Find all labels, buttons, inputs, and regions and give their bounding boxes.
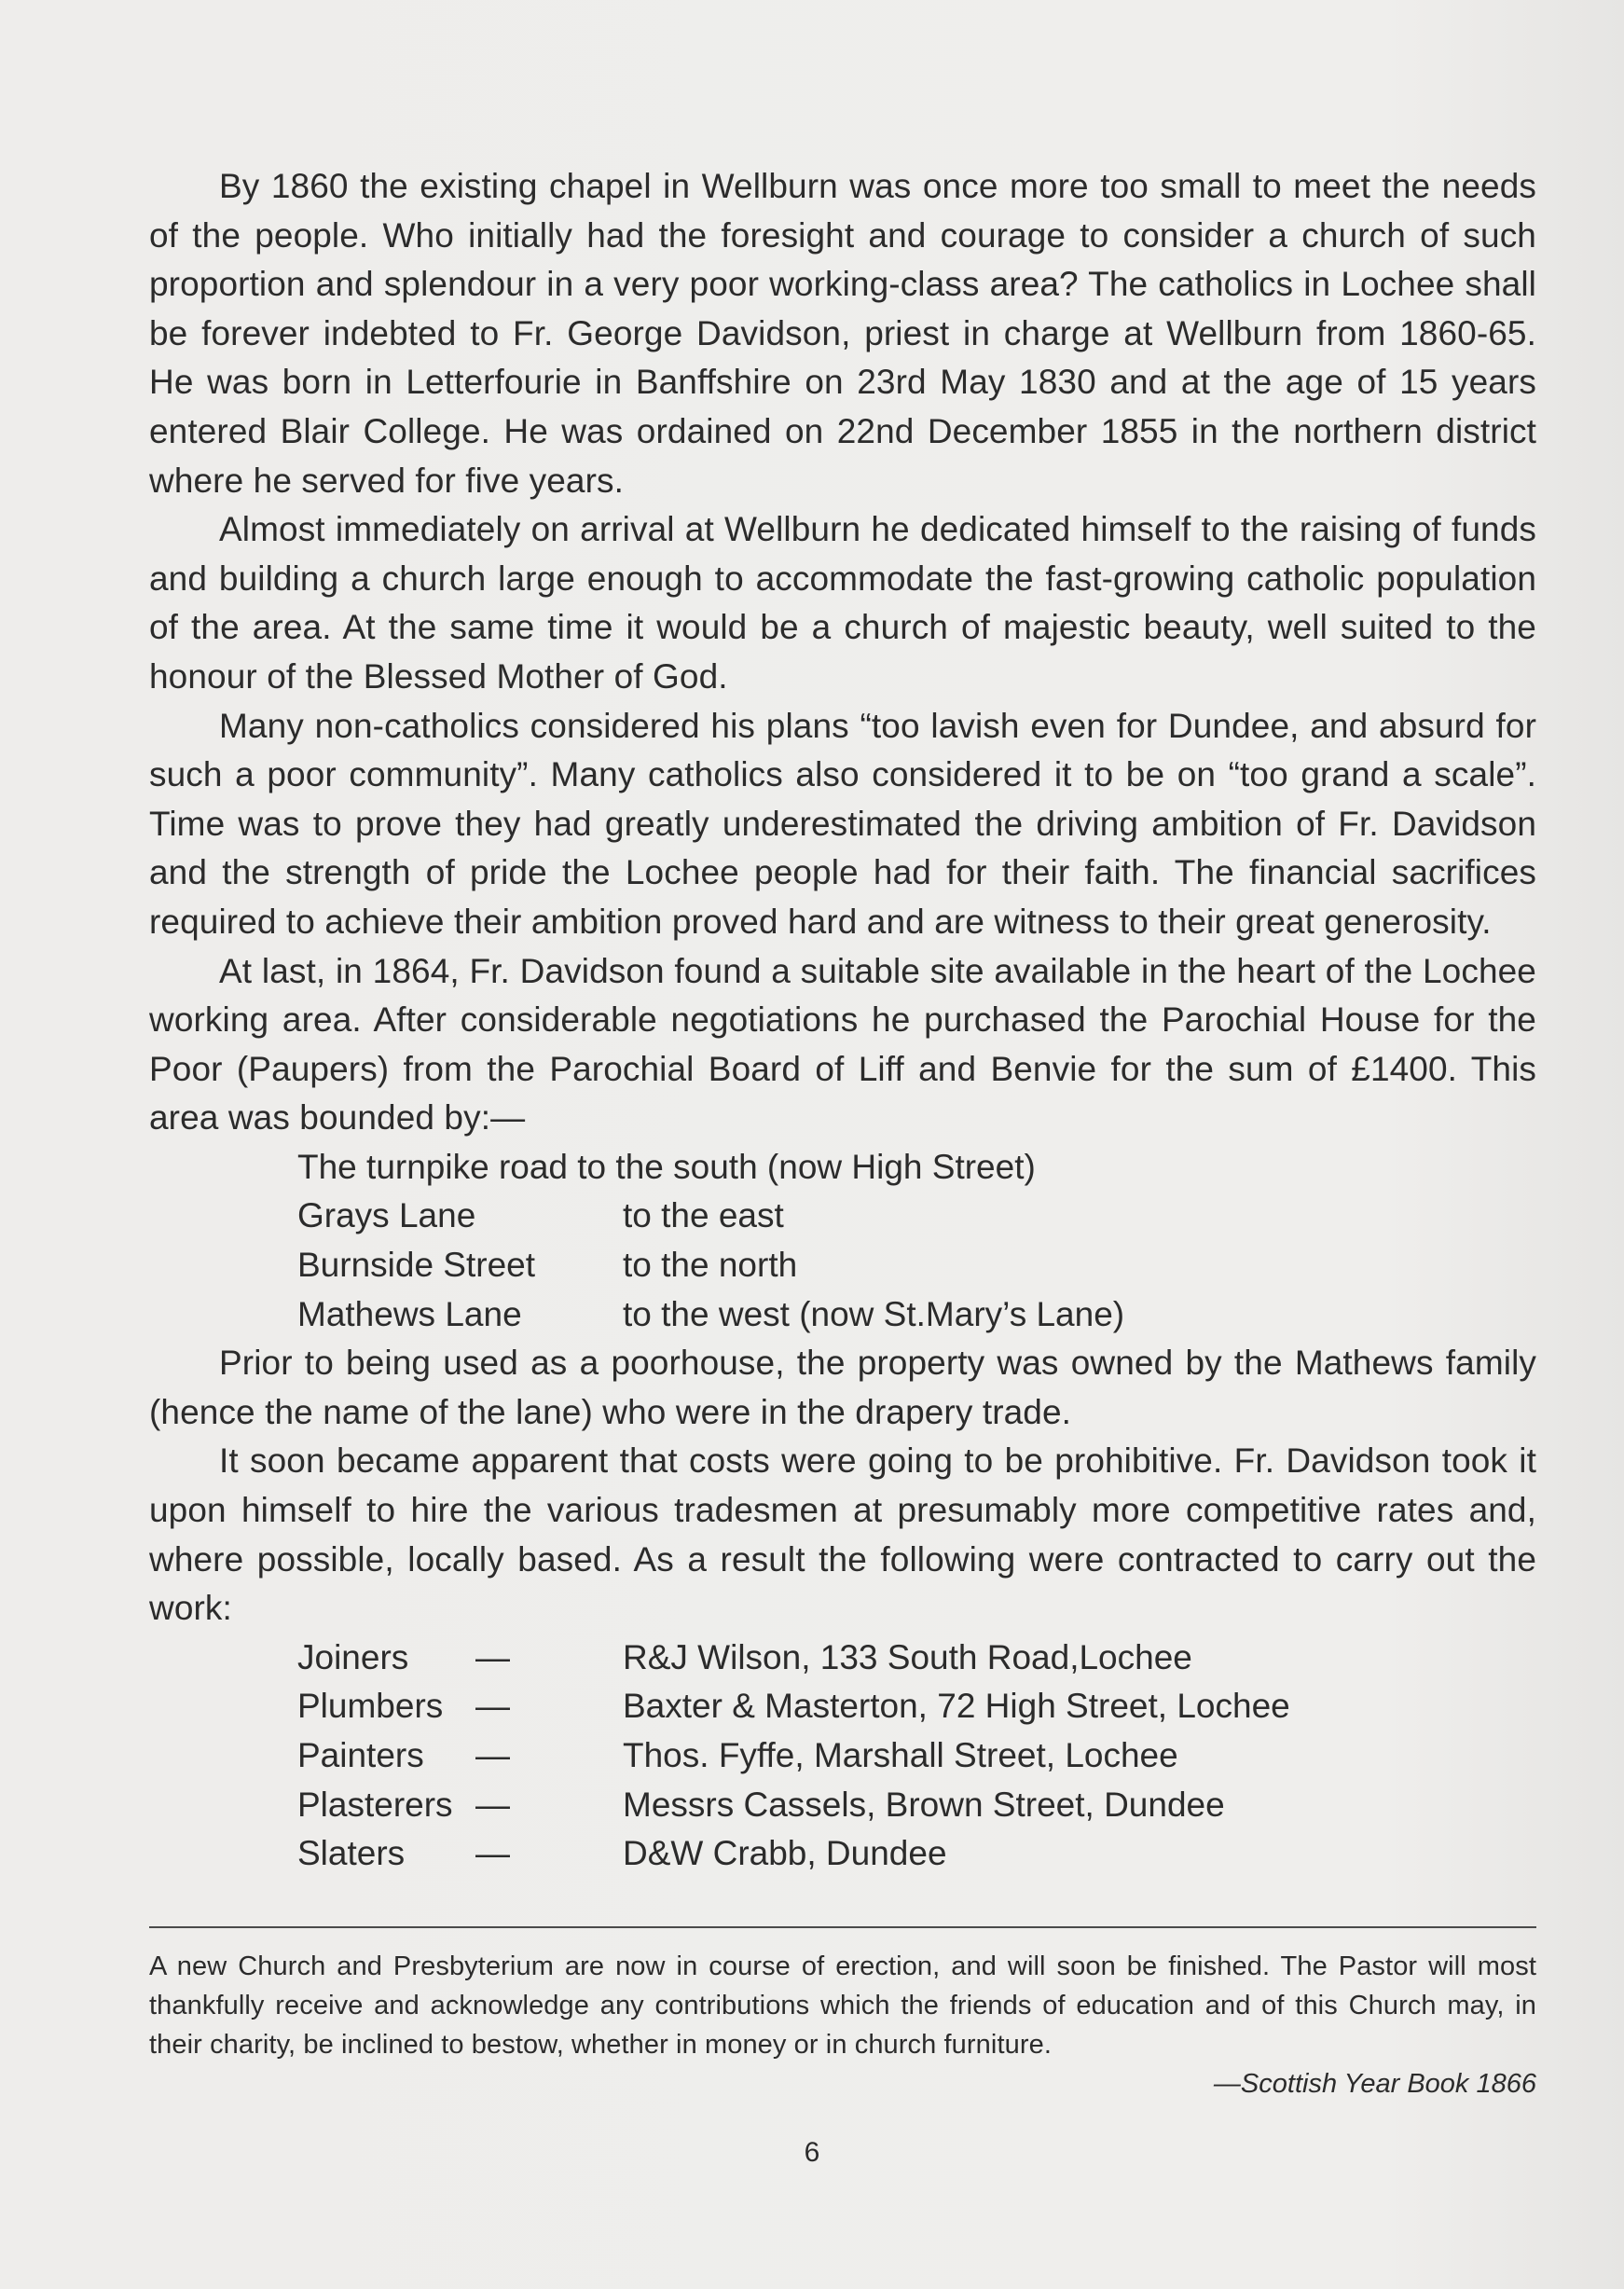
- boundary-direction: to the east: [623, 1196, 784, 1235]
- boundary-row: [297, 1241, 1124, 1290]
- boundary-row: [297, 1290, 1124, 1340]
- contractor-dash: —: [475, 1637, 510, 1676]
- boundary-direction: to the north: [623, 1246, 798, 1285]
- boundary-direction: to the west (now St.Mary’s Lane): [623, 1294, 1125, 1333]
- contractor-dash: —: [475, 1834, 510, 1873]
- contractor-row: [297, 1829, 1290, 1879]
- contractor-row: [297, 1634, 1290, 1683]
- contractor-trade: Painters: [297, 1736, 424, 1774]
- contractor-firm: Messrs Cassels, Brown Street, Dundee: [623, 1785, 1225, 1824]
- contractor-firm: Thos. Fyffe, Marshall Street, Lochee: [623, 1736, 1178, 1774]
- boundary-street: Burnside Street: [297, 1246, 536, 1285]
- boundaries-table: [297, 1143, 1124, 1339]
- contractor-trade: Joiners: [297, 1637, 409, 1676]
- contractor-dash: —: [475, 1736, 510, 1774]
- contractor-trade: Plumbers: [297, 1687, 444, 1726]
- footnote-citation: —Scottish Year Book 1866: [1213, 2069, 1536, 2099]
- contractors-table: [297, 1634, 1290, 1879]
- contractor-row: [297, 1682, 1290, 1731]
- paragraph-2: Almost immediately on arrival at Wellburn he dedicated himself to the raising of funds and building a church large enough to accommodate the fast-growing catholic population of the area. At the same time it would be a church of majestic beauty, well suited to the honour of the Blessed Mother of God.: [149, 510, 1536, 696]
- boundary-street: Grays Lane: [297, 1196, 476, 1235]
- page-number: 6: [804, 2137, 820, 2168]
- paragraph-3: Many non-catholics considered his plans “too lavish even for Dundee, and absurd for such a poor community”. Many catholics also considered it to be on “too grand a scale”. Time was to prove they had greatly underestimated the driving ambition of Fr. Davidson and the strength of pride the Lochee people had for their faith. The financial sacrifices required to achieve their ambition proved hard and are witness to their great generosity.: [149, 706, 1536, 941]
- boundary-first-line: The turnpike road to the south (now High Street): [297, 1147, 1036, 1186]
- main-text: [149, 162, 1536, 1879]
- footnote: [149, 1926, 1536, 2103]
- paragraph-4: At last, in 1864, Fr. Davidson found a suitable site available in the heart of the Lochee working area. After considerable negotiations he purchased the Parochial House for the Poor (Paupers) from the Parochial Board of Liff and Benvie for the sum of £1400. This area was bounded by:—: [149, 951, 1536, 1138]
- contractor-trade: Slaters: [297, 1834, 406, 1873]
- contractor-firm: R&J Wilson, 133 South Road,Lochee: [623, 1637, 1192, 1676]
- paragraph-5: Prior to being used as a poorhouse, the property was owned by the Mathews family (hence the name of the lane) who were in the drapery trade.: [149, 1344, 1536, 1431]
- footnote-text: A new Church and Presbyterium are now in course of erection, and will soon be finished. The Pastor will most thankfully receive and acknowledge any contributions which the friends of education and of this Church may, in their charity, be inclined to bestow, whether in money or in church furniture.: [149, 1951, 1536, 2060]
- contractor-dash: —: [475, 1785, 510, 1824]
- contractor-row: [297, 1781, 1290, 1830]
- contractor-firm: Baxter & Masterton, 72 High Street, Lochee: [623, 1687, 1290, 1726]
- boundary-street: Mathews Lane: [297, 1294, 522, 1333]
- boundary-row: [297, 1143, 1124, 1193]
- contractor-row: [297, 1731, 1290, 1781]
- contractor-dash: —: [475, 1687, 510, 1726]
- boundary-row: [297, 1192, 1124, 1241]
- contractor-trade: Plasterers: [297, 1785, 453, 1824]
- paragraph-6: It soon became apparent that costs were going to be prohibitive. Fr. Davidson took it upon himself to hire the various tradesmen at presumably more competitive rates and, where possible, locally based. As a result the following were contracted to carry out the work:: [149, 1441, 1536, 1628]
- contractor-firm: D&W Crabb, Dundee: [623, 1834, 947, 1873]
- paragraph-1: By 1860 the existing chapel in Wellburn was once more too small to meet the needs of the people. Who initially had the foresight and courage to consider a church of such proportion and splendour in a very poor working-class area? The catholics in Lochee shall be forever indebted to Fr. George Davidson, priest in charge at Wellburn from 1860-65. He was born in Letterfourie in Banffshire on 23rd May 1830 and at the age of 15 years entered Blair College. He was ordained on 22nd December 1855 in the northern district where he served for five years.: [149, 167, 1536, 500]
